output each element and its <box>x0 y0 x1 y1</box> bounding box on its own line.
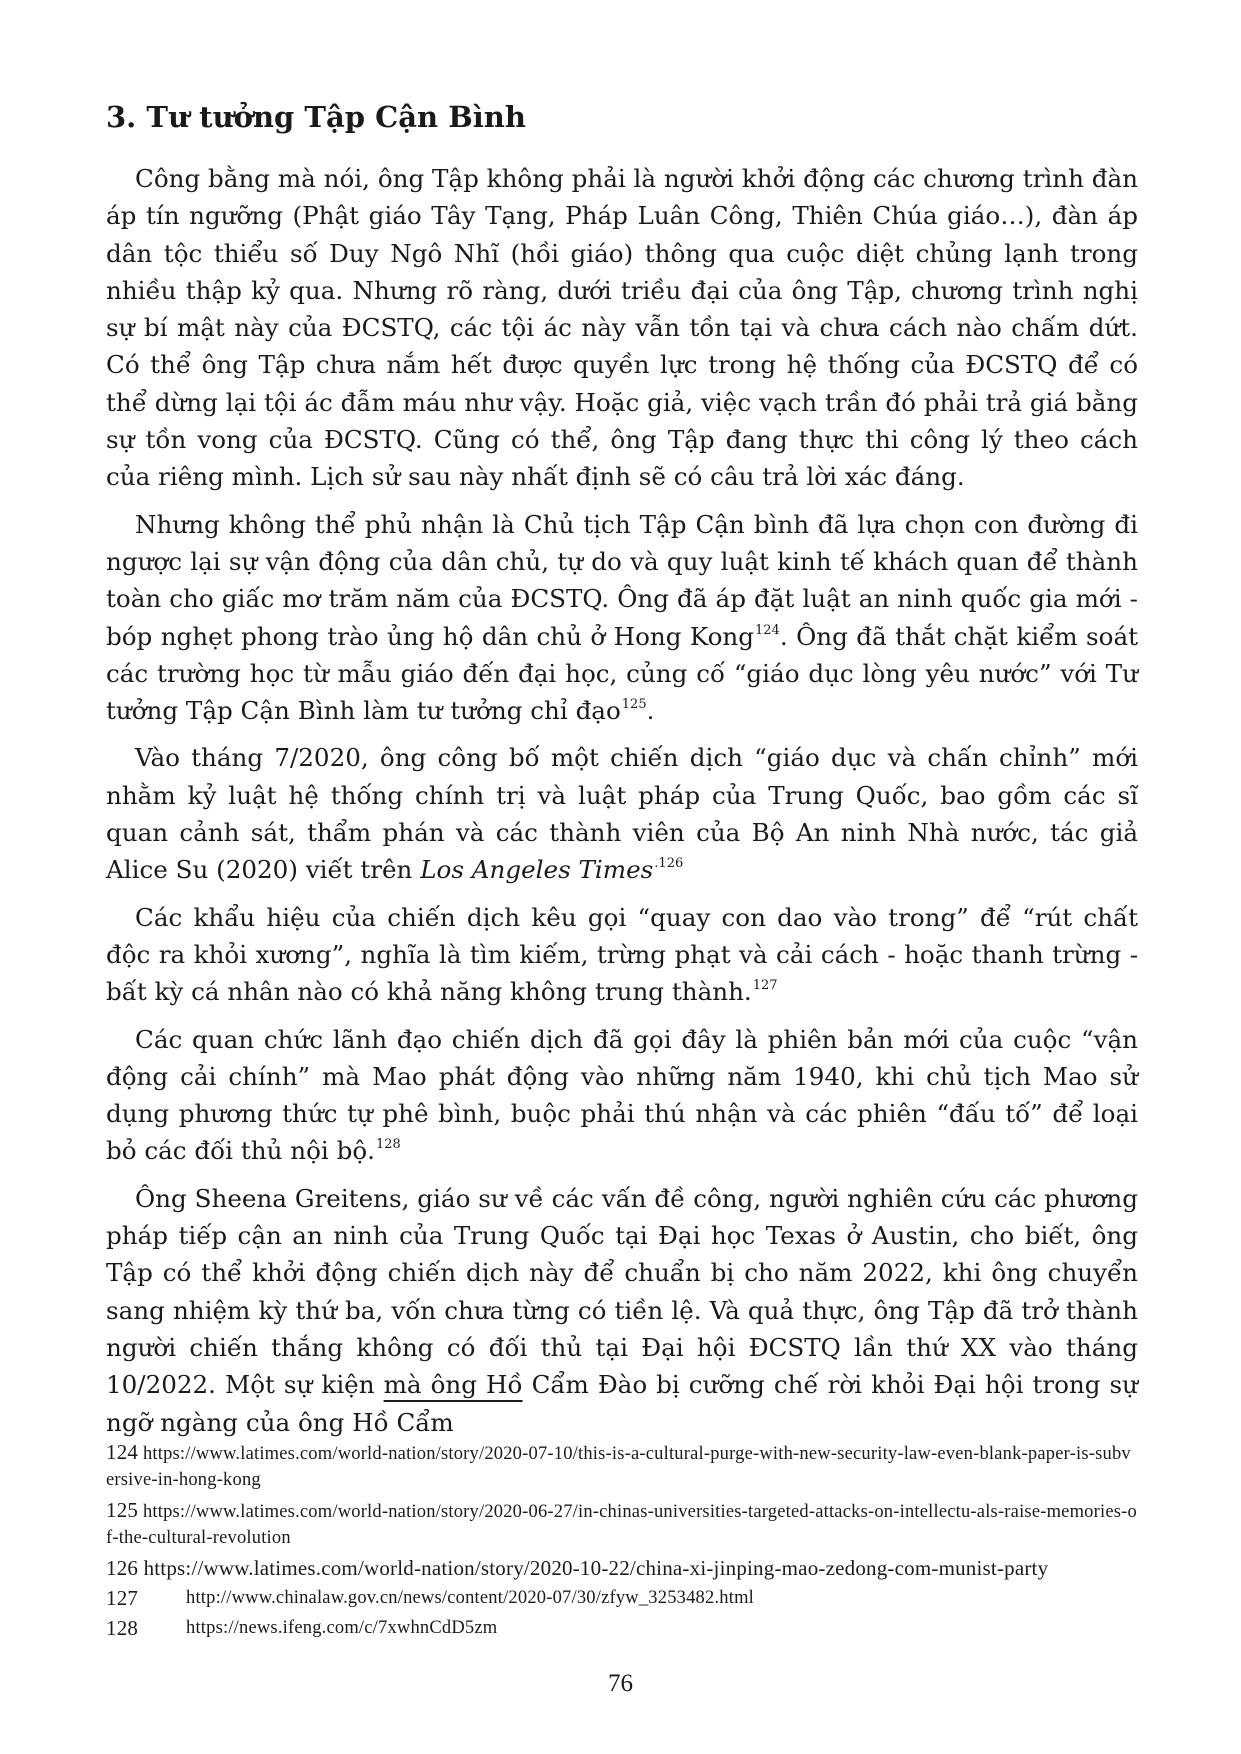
page-number: 76 <box>608 1670 633 1697</box>
paragraph-2 <box>106 506 1138 730</box>
footnote-url[interactable]: https://www.latimes.com/world-nation/story/2020-06-27/in-chinas-universities-targeted-attacks-on-intellectu-als-raise-memories-of-the-cultural-revolution <box>106 1502 1137 1548</box>
footnote-number: 125 <box>106 1498 139 1522</box>
footnote-128 <box>106 1615 1138 1641</box>
footnote-124 <box>106 1439 1138 1493</box>
paragraph-3 <box>106 739 1138 888</box>
paragraph-2-text-b: . Ông đã thắt chặt kiểm soát các trường học từ mẫu giáo đến đại học, củng cố “giáo dục lòng yêu nước” với Tư tưởng Tập Cận Bình làm tư tưởng chỉ đạo <box>106 621 1138 726</box>
underlined-text: mà ông Hồ <box>383 1370 523 1400</box>
footnote-number: 124 <box>106 1440 139 1464</box>
paragraph-1 <box>106 160 1138 496</box>
footnote-ref-128: 128 <box>375 1137 401 1153</box>
footnote-125 <box>106 1497 1138 1551</box>
paragraph-4-text: Các khẩu hiệu của chiến dịch kêu gọi “quay con dao vào trong” để “rút chất độc ra khỏi xương”, nghĩa là tìm kiếm, trừng phạt và cải cách - hoặc thanh trừng - bất kỳ cá nhân nào có khả năng không trung thành. <box>106 902 1138 1007</box>
footnote-url[interactable]: https://news.ifeng.com/c/7xwhnCdD5zm <box>186 1618 498 1638</box>
footnote-number: 127 <box>106 1586 139 1610</box>
paragraph-5 <box>106 1021 1138 1170</box>
newspaper-title: Los Angeles Times <box>420 855 654 885</box>
section-heading: 3. Tư tưởng Tập Cận Bình <box>106 100 526 134</box>
footnote-126 <box>106 1555 1138 1581</box>
footnote-url[interactable]: https://www.latimes.com/world-nation/story/2020-07-10/this-is-a-cultural-purge-with-new-security-law-even-blank-paper-is-subversive-in-hong-kong <box>106 1444 1131 1490</box>
paragraph-6 <box>106 1180 1138 1441</box>
paragraph-4 <box>106 899 1138 1011</box>
paragraph-6-text-a: Ông Sheena Greitens, giáo sư về các vấn đề công, người nghiên cứu các phương pháp tiếp cận an ninh của Trung Quốc tại Đại học Texas ở Austin, cho biết, ông Tập có thể khởi động chiến dịch này để chuẩn bị cho năm 2022, khi ông chuyển sang nhiệm kỳ thứ ba, vốn chưa từng có tiền lệ. Và quả thực, ông Tập đã trở thành người chiến thắng không có đối thủ tại Đại hội ĐCSTQ lần thứ XX vào tháng 10/2022. Một sự kiện <box>106 1183 1138 1400</box>
paragraph-6-text-b: Cẩm Đào bị cưỡng chế rời khỏi Đại hội trong sự ngỡ ngàng của ông Hồ Cẩm <box>106 1370 1138 1437</box>
paragraph-5-text: Các quan chức lãnh đạo chiến dịch đã gọi đây là phiên bản mới của cuộc “vận động cải chính” mà Mao phát động vào những năm 1940, khi chủ tịch Mao sử dụng phương thức tự phê bình, buộc phải thú nhận và các phiên “đấu tố” để loại bỏ các đối thủ nội bộ. <box>106 1024 1138 1166</box>
paragraph-1-text: Công bằng mà nói, ông Tập không phải là người khởi động các chương trình đàn áp tín ngưỡng (Phật giáo Tây Tạng, Pháp Luân Công, Thiên Chúa giáo…), đàn áp dân tộc thiểu số Duy Ngô Nhĩ (hồi giáo) thông qua cuộc diệt chủng lạnh trong nhiều thập kỷ qua. Nhưng rõ ràng, dưới triều đại của ông Tập, chương trình nghị sự bí mật này của ĐCSTQ, các tội ác này vẫn tồn tại và chưa cách nào chấm dứt. Có thể ông Tập chưa nắm hết được quyền lực trong hệ thống của ĐCSTQ để có thể dừng lại tội ác đẫm máu như vậy. Hoặc giả, việc vạch trần đó phải trả giá bằng sự tồn vong của ĐCSTQ. Cũng có thể, ông Tập đang thực thi công lý theo cách của riêng mình. Lịch sử sau này nhất định sẽ có câu trả lời xác đáng. <box>106 164 1138 492</box>
footnote-ref-126: .126 <box>654 856 684 872</box>
footnote-number: 126 <box>106 1556 139 1580</box>
footnote-url[interactable]: http://www.chinalaw.gov.cn/news/content/2020-07/30/zfyw_3253482.html <box>186 1588 754 1608</box>
footnotes <box>106 1439 1138 1645</box>
paragraph-2-text-c: . <box>646 696 655 726</box>
footnote-url[interactable]: https://www.latimes.com/world-nation/story/2020-10-22/china-xi-jinping-mao-zedong-com-munist-party <box>143 1556 1049 1580</box>
footnote-127 <box>106 1585 1138 1611</box>
footnote-number: 128 <box>106 1616 139 1640</box>
paragraph-3-text: Vào tháng 7/2020, ông công bố một chiến dịch “giáo dục và chấn chỉnh” mới nhằm kỷ luật hệ thống chính trị và luật pháp của Trung Quốc, bao gồm các sĩ quan cảnh sát, thẩm phán và các thành viên của Bộ An ninh Nhà nước, tác giả Alice Su (2020) viết trên <box>106 743 1138 885</box>
paragraph-2-text-a: Nhưng không thể phủ nhận là Chủ tịch Tập Cận bình đã lựa chọn con đường đi ngược lại sự vận động của dân chủ, tự do và quy luật kinh tế khách quan để thành toàn cho giấc mơ trăm năm của ĐCSTQ. Ông đã áp đặt luật an ninh quốc gia mới - bóp nghẹt phong trào ủng hộ dân chủ ở Hong Kong <box>106 509 1138 651</box>
footnote-ref-124: 124 <box>755 622 780 638</box>
footnote-ref-125: 125 <box>621 697 647 713</box>
footnote-ref-127: 127 <box>752 978 778 994</box>
body-text <box>106 160 1138 1451</box>
